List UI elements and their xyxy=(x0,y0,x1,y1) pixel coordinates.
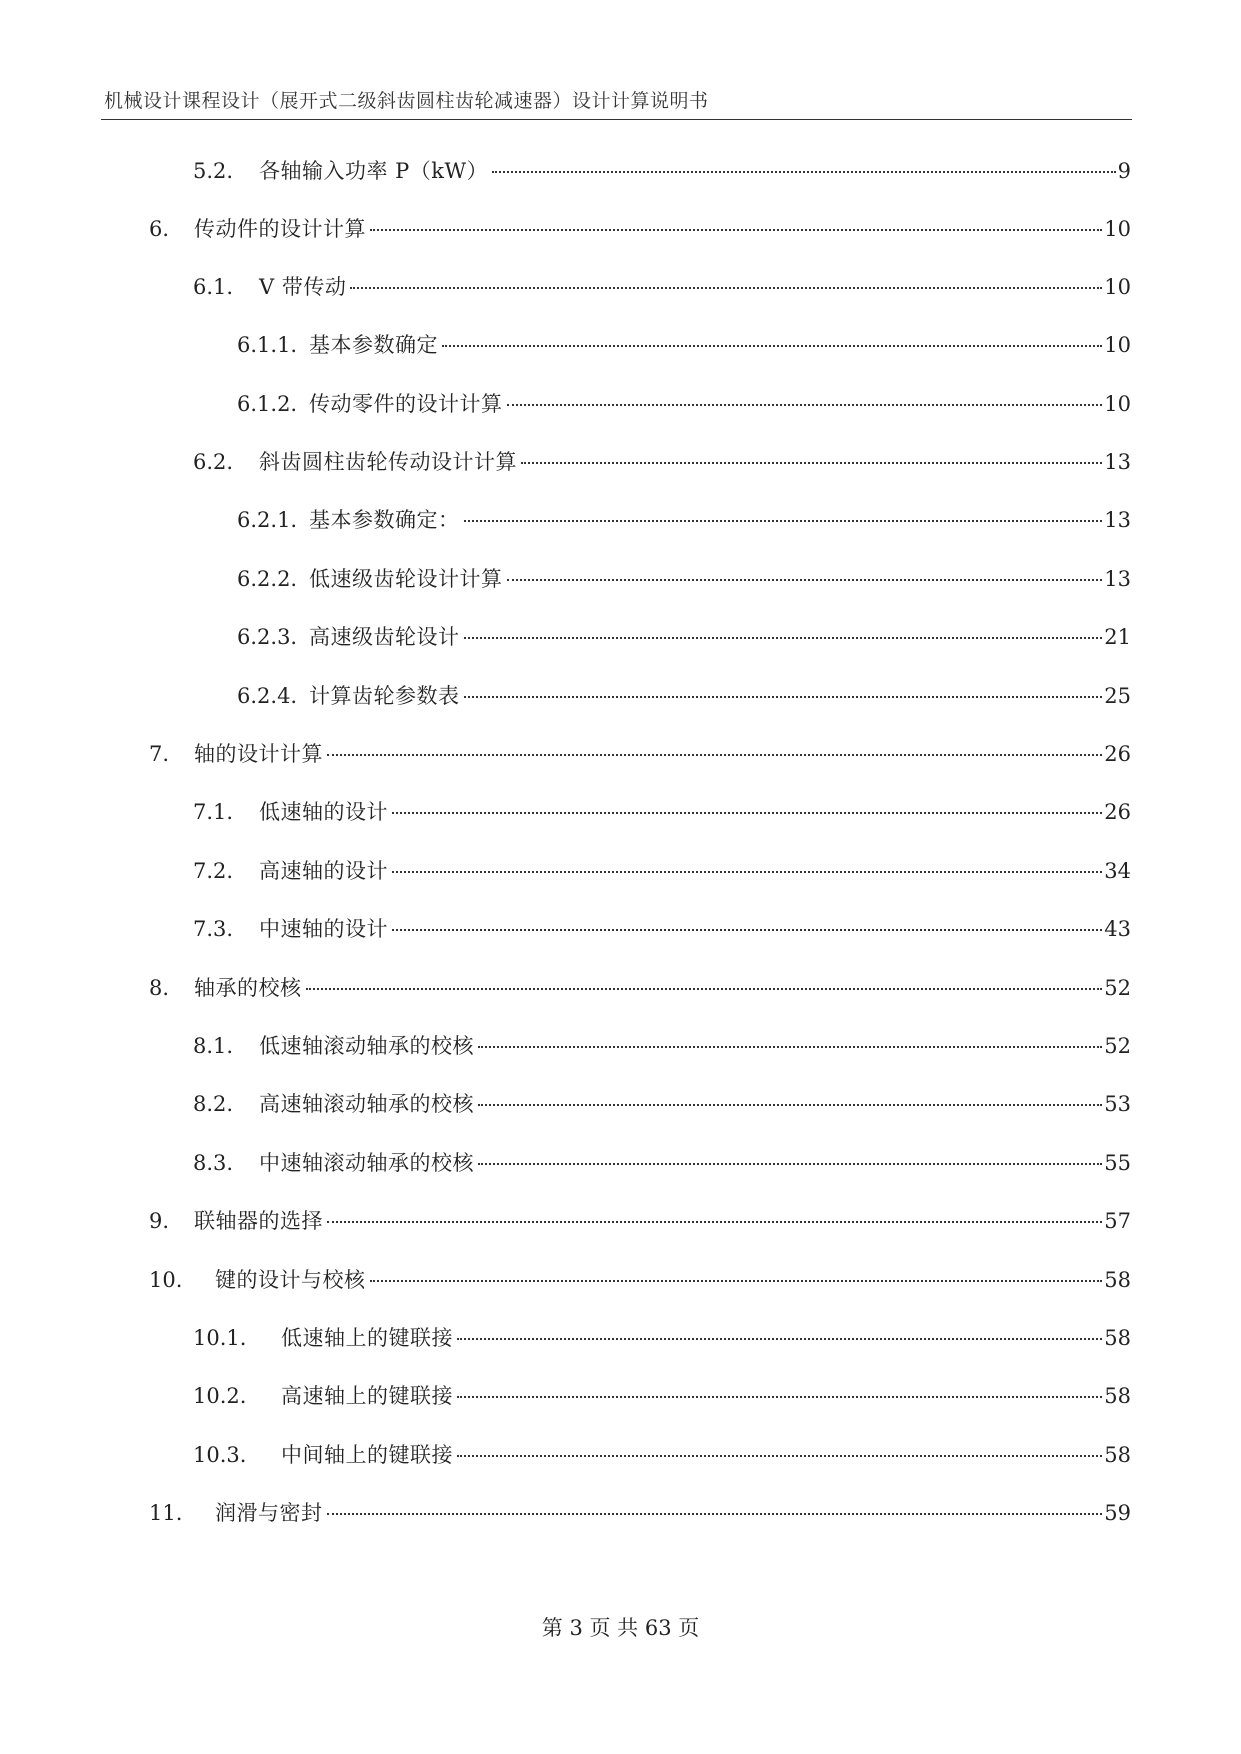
toc-leader xyxy=(370,229,1102,231)
toc-entry-7-1[interactable] xyxy=(193,798,1131,826)
toc-title: 轴承的校核 xyxy=(194,976,302,1000)
toc-page-number: 21 xyxy=(1104,625,1131,649)
toc-title: 基本参数确定： xyxy=(309,508,460,532)
toc-page-number: 58 xyxy=(1104,1268,1131,1292)
toc-title: 中速轴滚动轴承的校核 xyxy=(259,1151,474,1175)
toc-title: 传动件的设计计算 xyxy=(194,217,366,241)
toc-leader xyxy=(457,1338,1102,1340)
toc-entry-10-2[interactable] xyxy=(193,1382,1131,1410)
toc-entry-9[interactable] xyxy=(149,1207,1131,1235)
toc-title: 低速轴滚动轴承的校核 xyxy=(259,1034,474,1058)
toc-title: 联轴器的选择 xyxy=(194,1209,323,1233)
toc-title: 斜齿圆柱齿轮传动设计计算 xyxy=(259,450,517,474)
toc-leader xyxy=(392,871,1102,873)
toc-page-number: 58 xyxy=(1104,1384,1131,1408)
toc-entry-10-3[interactable] xyxy=(193,1441,1131,1469)
toc-entry-5-2[interactable] xyxy=(193,157,1131,185)
toc-leader xyxy=(478,1104,1102,1106)
toc-number: 10.3. xyxy=(193,1443,247,1467)
toc-title: 高速轴上的键联接 xyxy=(281,1384,453,1408)
toc-title: 传动零件的设计计算 xyxy=(309,392,503,416)
toc-entry-6-1[interactable] xyxy=(193,273,1131,301)
toc-page-number: 9 xyxy=(1117,159,1131,183)
toc-number: 10.2. xyxy=(193,1384,247,1408)
toc-entry-6-1-1[interactable] xyxy=(237,331,1131,359)
toc-leader xyxy=(350,287,1102,289)
toc-entry-8[interactable] xyxy=(149,974,1131,1002)
toc-title: 中间轴上的键联接 xyxy=(281,1443,453,1467)
toc-number: 8.2. xyxy=(193,1092,234,1116)
toc-leader xyxy=(507,579,1103,581)
page-header: 机械设计课程设计（展开式二级斜齿圆柱齿轮减速器）设计计算说明书 xyxy=(104,90,709,112)
toc-entry-10[interactable] xyxy=(149,1266,1131,1294)
toc-number: 6.2.2. xyxy=(237,567,298,591)
toc-leader xyxy=(478,1046,1102,1048)
toc-number: 6.2.4. xyxy=(237,684,298,708)
toc-number: 6.2. xyxy=(193,450,234,474)
toc-page-number: 52 xyxy=(1104,1034,1131,1058)
toc-number: 7.2. xyxy=(193,859,234,883)
toc-leader xyxy=(457,1396,1102,1398)
toc-title: 键的设计与校核 xyxy=(215,1268,366,1292)
toc-title: 各轴输入功率 P（kW） xyxy=(259,159,489,183)
toc-number: 9. xyxy=(149,1209,170,1233)
toc-number: 10.1. xyxy=(193,1326,247,1350)
toc-entry-11[interactable] xyxy=(149,1499,1131,1527)
toc-entry-8-1[interactable] xyxy=(193,1032,1131,1060)
toc-title: 润滑与密封 xyxy=(215,1501,323,1525)
toc-page-number: 53 xyxy=(1104,1092,1131,1116)
toc-leader xyxy=(521,462,1102,464)
toc-page-number: 25 xyxy=(1104,684,1131,708)
toc-number: 6.2.3. xyxy=(237,625,298,649)
toc-page-number: 13 xyxy=(1104,450,1131,474)
toc-page-number: 26 xyxy=(1104,742,1131,766)
toc-leader xyxy=(370,1280,1103,1282)
toc-leader xyxy=(464,637,1103,639)
toc-leader xyxy=(457,1455,1102,1457)
toc-number: 11. xyxy=(149,1501,183,1525)
toc-page-number: 58 xyxy=(1104,1443,1131,1467)
toc-leader xyxy=(327,1221,1102,1223)
toc-entry-6[interactable] xyxy=(149,215,1131,243)
toc-page-number: 13 xyxy=(1104,567,1131,591)
toc-page-number: 34 xyxy=(1104,859,1131,883)
toc-number: 6.2.1. xyxy=(237,508,298,532)
toc-entry-7-2[interactable] xyxy=(193,857,1131,885)
toc-number: 7.1. xyxy=(193,800,234,824)
toc-leader xyxy=(327,754,1102,756)
toc-entry-6-2[interactable] xyxy=(193,448,1131,476)
toc-entry-8-2[interactable] xyxy=(193,1090,1131,1118)
toc-title: V 带传动 xyxy=(259,275,347,299)
toc-number: 6.1.2. xyxy=(237,392,298,416)
toc-page-number: 10 xyxy=(1104,217,1131,241)
toc-number: 10. xyxy=(149,1268,183,1292)
toc-leader xyxy=(464,520,1103,522)
toc-leader xyxy=(492,171,1116,173)
toc-entry-6-2-1[interactable] xyxy=(237,506,1131,534)
toc-entry-6-2-2[interactable] xyxy=(237,565,1131,593)
toc-number: 8.3. xyxy=(193,1151,234,1175)
toc-title: 低速轴的设计 xyxy=(259,800,388,824)
toc-leader xyxy=(507,404,1103,406)
toc-page-number: 10 xyxy=(1104,392,1131,416)
toc-number: 6.1.1. xyxy=(237,333,298,357)
toc-page-number: 59 xyxy=(1104,1501,1131,1525)
toc-title: 高速轴滚动轴承的校核 xyxy=(259,1092,474,1116)
toc-number: 5.2. xyxy=(193,159,234,183)
toc-entry-10-1[interactable] xyxy=(193,1324,1131,1352)
toc-leader xyxy=(442,345,1102,347)
toc-title: 计算齿轮参数表 xyxy=(309,684,460,708)
toc-entry-6-1-2[interactable] xyxy=(237,390,1131,418)
toc-title: 低速级齿轮设计计算 xyxy=(309,567,503,591)
toc-page-number: 10 xyxy=(1104,275,1131,299)
toc-leader xyxy=(478,1163,1102,1165)
toc-page-number: 10 xyxy=(1104,333,1131,357)
toc-title: 中速轴的设计 xyxy=(259,917,388,941)
toc-entry-7[interactable] xyxy=(149,740,1131,768)
toc-leader xyxy=(392,812,1102,814)
toc-entry-6-2-3[interactable] xyxy=(237,623,1131,651)
toc-leader xyxy=(327,1513,1103,1515)
toc-title: 高速轴的设计 xyxy=(259,859,388,883)
toc-number: 8.1. xyxy=(193,1034,234,1058)
toc-title: 轴的设计计算 xyxy=(194,742,323,766)
toc-leader xyxy=(464,696,1103,698)
toc-page-number: 26 xyxy=(1104,800,1131,824)
toc-number: 8. xyxy=(149,976,170,1000)
toc-page-number: 13 xyxy=(1104,508,1131,532)
toc-title: 低速轴上的键联接 xyxy=(281,1326,453,1350)
toc-number: 7. xyxy=(149,742,170,766)
toc-number: 6.1. xyxy=(193,275,234,299)
toc-leader xyxy=(306,988,1103,990)
toc-page-number: 57 xyxy=(1104,1209,1131,1233)
toc-title: 基本参数确定 xyxy=(309,333,438,357)
toc-entry-8-3[interactable] xyxy=(193,1149,1131,1177)
toc-entry-6-2-4[interactable] xyxy=(237,682,1131,710)
toc-leader xyxy=(392,929,1102,931)
page-footer: 第 3 页 共 63 页 xyxy=(541,1616,700,1640)
toc-page-number: 55 xyxy=(1104,1151,1131,1175)
toc-number: 7.3. xyxy=(193,917,234,941)
toc-number: 6. xyxy=(149,217,170,241)
toc-page-number: 43 xyxy=(1104,917,1131,941)
toc-page-number: 58 xyxy=(1104,1326,1131,1350)
toc-page-number: 52 xyxy=(1104,976,1131,1000)
toc-entry-7-3[interactable] xyxy=(193,915,1131,943)
toc-title: 高速级齿轮设计 xyxy=(309,625,460,649)
